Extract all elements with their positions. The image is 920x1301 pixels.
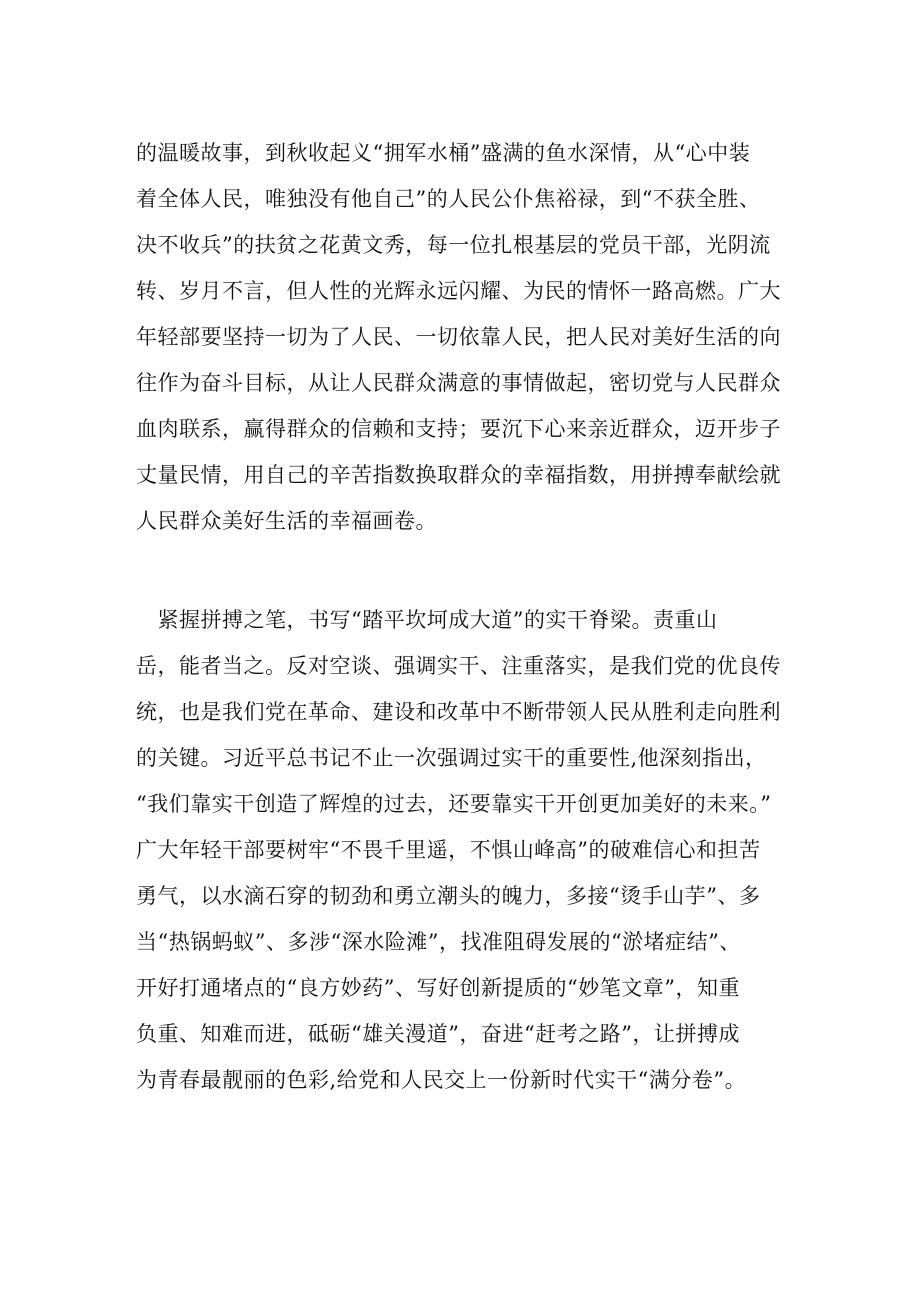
text-line: 统，也是我们党在革命、建设和改革中不断带领人民从胜利走向胜利	[136, 700, 781, 724]
text-line: 转、岁月不言，但人性的光辉永远闪耀、为民的情怀一路高燃。广大	[136, 279, 781, 303]
text-line: 为青春最靓丽的色彩,给党和人民交上一份新时代实干“满分卷”。	[136, 1068, 747, 1092]
text-line: 紧握拼搏之笔，书写“踏平坎坷成大道”的实干脊梁。责重山	[136, 608, 718, 632]
text-line: “我们靠实干创造了辉煌的过去，还要靠实干开创更加美好的未来。”	[136, 792, 772, 816]
text-line: 年轻部要坚持一切为了人民、一切依靠人民，把人民对美好生活的向	[136, 325, 781, 349]
paragraph-2	[136, 597, 796, 1103]
text-line: 人民群众美好生活的幸福画卷。	[136, 509, 437, 533]
text-line: 的关键。习近平总书记不止一次强调过实干的重要性,他深刻指出，	[136, 746, 767, 770]
text-line: 丈量民情，用自己的辛苦指数换取群众的幸福指数，用拼搏奉献绘就	[136, 463, 781, 487]
text-line: 往作为奋斗目标，从让人民群众满意的事情做起，密切党与人民群众	[136, 371, 781, 395]
text-line: 当“热锅蚂蚁”、多涉“深水险滩”，找准阻碍发展的“淤堵症结”、	[136, 930, 741, 954]
text-line: 开好打通堵点的“良方妙药”、写好创新提质的“妙笔文章”，知重	[136, 976, 740, 1000]
paragraph-1	[136, 130, 796, 544]
text-line: 勇气，以水滴石穿的韧劲和勇立潮头的魄力，多接“烫手山芋”、多	[136, 884, 761, 908]
text-line: 的温暖故事，到秋收起义“拥军水桶”盛满的鱼水深情，从“心中装	[136, 141, 751, 165]
text-line: 着全体人民，唯独没有他自己”的人民公仆焦裕禄，到“不获全胜、	[136, 187, 761, 211]
text-line: 广大年轻干部要树牢“不畏千里遥，不惧山峰高”的破难信心和担苦	[136, 838, 761, 862]
text-line: 决不收兵”的扶贫之花黄文秀，每一位扎根基层的党员干部，光阴流	[136, 233, 771, 257]
text-line: 岳，能者当之。反对空谈、强调实干、注重落实，是我们党的优良传	[136, 654, 781, 678]
text-line: 负重、知难而进，砥砺“雄关漫道”，奋进“赶考之路”，让拼搏成	[136, 1022, 740, 1046]
text-line: 血肉联系，赢得群众的信赖和支持；要沉下心来亲近群众，迈开步子	[136, 417, 781, 441]
